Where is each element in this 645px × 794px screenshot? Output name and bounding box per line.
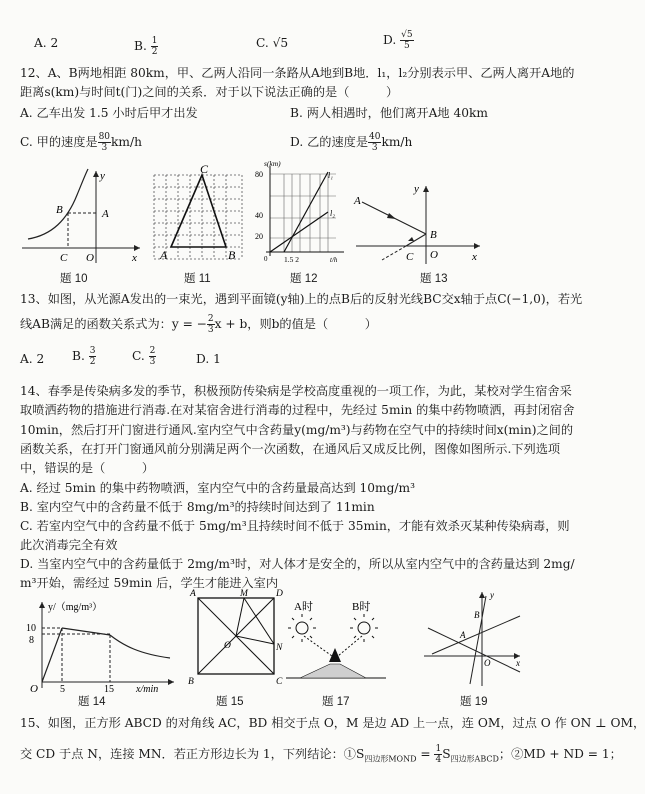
q14-option-d-line2: m³开始，需经过 59min 后，学生才能进入室内 <box>20 576 279 590</box>
q11-option-d-label: D. <box>383 33 397 47</box>
q11-d-num: √5 <box>401 30 413 40</box>
q15-sub2: 四边形ABCD <box>450 754 499 764</box>
fig12-s-axis: s(km) <box>264 159 281 168</box>
fig14-y-axis: y/（mg/m³） <box>48 602 103 613</box>
fig10-c-label: C <box>60 252 68 264</box>
q15-line2-post: ；②MD + ND = 1； <box>498 747 622 761</box>
q13-option-d: D. 1 <box>196 352 221 366</box>
q12-option-a: A. 乙车出发 1.5 小时后甲才出发 <box>20 106 198 120</box>
fig19-o-label: O <box>484 658 491 668</box>
fig15-m-label: M <box>240 589 248 599</box>
q11-option-d <box>383 30 414 51</box>
q13-option-c-label: C. <box>132 349 145 363</box>
fig13-o-label: O <box>430 249 438 261</box>
fig13-x-label: x <box>472 251 477 263</box>
q12-option-d <box>290 132 412 153</box>
q12-line2: 距离s(km)与时间t(门)之间的关系．对于以下说法正确的是（ ） <box>20 85 399 99</box>
fig15-d-label: D <box>276 589 283 599</box>
fig14-origin: O <box>30 683 38 695</box>
q13-line1: 13、如图，从光源A发出的一束光，遇到平面镜(y轴)上的点B后的反射光线BC交x轴于点C(−1,0)，若光 <box>20 292 583 306</box>
q14-line5: 中，错误的是（ ） <box>20 461 155 475</box>
fig14-tick-10: 10 <box>26 623 36 634</box>
q12-d-num: 40 <box>369 132 381 142</box>
caption-fig17: 题 17 <box>322 696 350 708</box>
q13-option-c <box>132 346 156 367</box>
q11-option-b <box>134 36 158 57</box>
q14-line2: 取喷洒药物的措施进行消毒.在对某宿舍进行消毒的过程中，先经过 5min 的集中药物喷洒，再封闭宿舍 <box>20 403 575 417</box>
fig14-tick-8: 8 <box>29 635 34 646</box>
q12-c-post: km/h <box>111 135 142 149</box>
q12-c-pre: C. 甲的速度是 <box>20 135 98 149</box>
caption-fig13: 题 13 <box>420 273 448 285</box>
fig15-o-label: O <box>224 641 231 651</box>
caption-fig14: 题 14 <box>78 696 106 708</box>
figure-12 <box>250 160 350 268</box>
fig14-x-axis: x/min <box>136 684 159 695</box>
fig15-b-label: B <box>188 677 194 687</box>
q14-option-a: A. 经过 5min 的集中药物喷洒，室内空气中的含药量最高达到 10mg/m³ <box>20 481 415 495</box>
q15-line1: 15、如图，正方形 ABCD 的对角线 AC，BD 相交于点 O，M 是边 AD 上一点，连 OM，过点 O 作 ON ⊥ OM， <box>20 716 645 730</box>
q12-c-den: 3 <box>101 143 108 153</box>
fig10-b-label: B <box>56 204 63 216</box>
q13-c-den: 3 <box>149 357 156 367</box>
q14-option-c-line2: 此次消毒完全有效 <box>20 538 118 552</box>
figure-11 <box>146 162 250 265</box>
q14-option-d-line1: D. 当室内空气中的含药量低于 2mg/m³时，对人体才是安全的，所以从室内空气中的含药量达到 2mg/ <box>20 557 575 571</box>
fig19-x-label: x <box>516 658 520 668</box>
fig13-y-label: y <box>414 183 419 195</box>
q13-option-b <box>72 346 96 367</box>
fig11-b-label: B <box>228 248 236 262</box>
fig17-b-time: B时 <box>352 601 371 613</box>
q13-b-den: 2 <box>89 357 96 367</box>
q13-frac-num: 2 <box>207 314 214 324</box>
fig12-l1-label: l₁ <box>328 171 334 180</box>
q11-option-c-label: C. <box>256 36 269 50</box>
q12-option-c <box>20 132 142 153</box>
q13-line2-post: x + b，则b的值是（ ） <box>214 317 377 331</box>
fig10-x-label: x <box>132 252 137 264</box>
fig13-c-label: C <box>406 251 414 263</box>
caption-fig19: 题 19 <box>460 696 488 708</box>
fig13-a-label: A <box>354 195 361 207</box>
fig14-tick-15: 15 <box>104 684 114 695</box>
fig15-a-label: A <box>190 589 196 599</box>
q12-c-num: 80 <box>98 132 111 142</box>
q13-line2-pre: 线AB满足的函数关系式为：y = − <box>20 317 207 331</box>
figure-13 <box>352 180 484 268</box>
q15-line2 <box>20 744 622 766</box>
fig12-l2-label: l₂ <box>330 209 336 218</box>
q15-line2-pre: 交 CD 于点 N，连接 MN．若正方形边长为 1，下列结论：①S <box>20 747 365 761</box>
fig10-o-label: O <box>86 252 94 264</box>
figure-14 <box>20 598 180 693</box>
q13-option-a: A. 2 <box>20 352 45 366</box>
q14-line4: 函数关系，在打开门窗通风前分别满足两个一次函数，在通风后又成反比例，图像如图所示.下列选项 <box>20 442 561 456</box>
sun-icon <box>350 614 378 642</box>
q11-c-value: √5 <box>272 36 289 50</box>
q14-line3: 10min，然后打开门窗进行通风.室内空气中含药量y(mg/m³)与药物在空气中的持续时间x(min)之间的 <box>20 423 574 437</box>
q15-sub1: 四边形MOND <box>364 754 417 764</box>
fig15-c-label: C <box>276 677 283 687</box>
fig11-a-label: A <box>160 248 168 262</box>
fig17-a-time: A时 <box>294 601 313 613</box>
q12-line1: 12、A、B两地相距 80km，甲、乙两人沿同一条路从A地到B地．l₁，l₂分别表示甲、乙两人离开A地的 <box>20 66 575 80</box>
fig12-tick-20: 20 <box>255 232 263 241</box>
q15-eq: = <box>416 747 435 761</box>
q13-c-num: 2 <box>149 346 156 356</box>
q11-b-num: 1 <box>151 36 158 46</box>
fig14-tick-5: 5 <box>60 684 65 695</box>
caption-fig11: 题 11 <box>184 273 211 285</box>
fig12-tick-40: 40 <box>255 211 263 220</box>
q15-s2: S <box>442 747 451 761</box>
q12-d-post: km/h <box>381 135 413 149</box>
fig12-t-axis: t/h <box>330 256 338 264</box>
q13-line2 <box>20 314 377 335</box>
fig19-b-label: B <box>474 610 480 620</box>
figure-15 <box>186 586 286 688</box>
caption-fig12: 题 12 <box>290 273 318 285</box>
q15-frac-num: 1 <box>435 744 442 754</box>
caption-fig10: 题 10 <box>60 273 88 285</box>
q11-d-den: 5 <box>403 41 410 51</box>
fig19-y-label: y <box>490 590 494 600</box>
sun-icon <box>288 614 316 642</box>
fig13-b-label: B <box>430 229 437 241</box>
q12-d-pre: D. 乙的速度是 <box>290 135 369 149</box>
q13-b-num: 3 <box>89 346 96 356</box>
q14-option-b: B. 室内空气中的含药量不低于 8mg/m³的持续时间达到了 11min <box>20 500 375 514</box>
figure-19 <box>420 588 525 688</box>
fig15-n-label: N <box>276 643 283 653</box>
q11-b-den: 2 <box>151 47 158 57</box>
fig11-c-label: C <box>200 162 209 176</box>
caption-fig15: 题 15 <box>216 696 244 708</box>
q14-option-c-line1: C. 若室内空气中的含药量不低于 5mg/m³且持续时间不低于 35min，才能有效杀灭某种传染病毒，则 <box>20 519 570 533</box>
q12-d-den: 3 <box>371 143 378 153</box>
fig10-a-label: A <box>102 208 109 220</box>
q13-frac-den: 3 <box>207 325 214 335</box>
q15-frac-den: 4 <box>435 755 442 765</box>
fig10-y-label: y <box>100 170 105 182</box>
figure-10 <box>22 165 147 265</box>
fig19-a-label: A <box>460 630 466 640</box>
figure-17 <box>282 590 392 690</box>
fig12-origin: 0 <box>264 255 268 263</box>
q14-line1: 14、春季是传染病多发的季节，积极预防传染病是学校高度重视的一项工作，为此，某校对学生宿舍采 <box>20 384 572 398</box>
q12-option-b: B. 两人相遇时，他们离开A地 40km <box>290 106 488 120</box>
q11-option-a: A. 2 <box>34 36 59 50</box>
fig12-ticks-t: 1.5 2 <box>284 255 299 264</box>
q11-option-b-label: B. <box>134 39 147 53</box>
fig12-tick-80: 80 <box>255 170 263 179</box>
q11-option-c <box>256 36 288 51</box>
q13-option-b-label: B. <box>72 349 85 363</box>
